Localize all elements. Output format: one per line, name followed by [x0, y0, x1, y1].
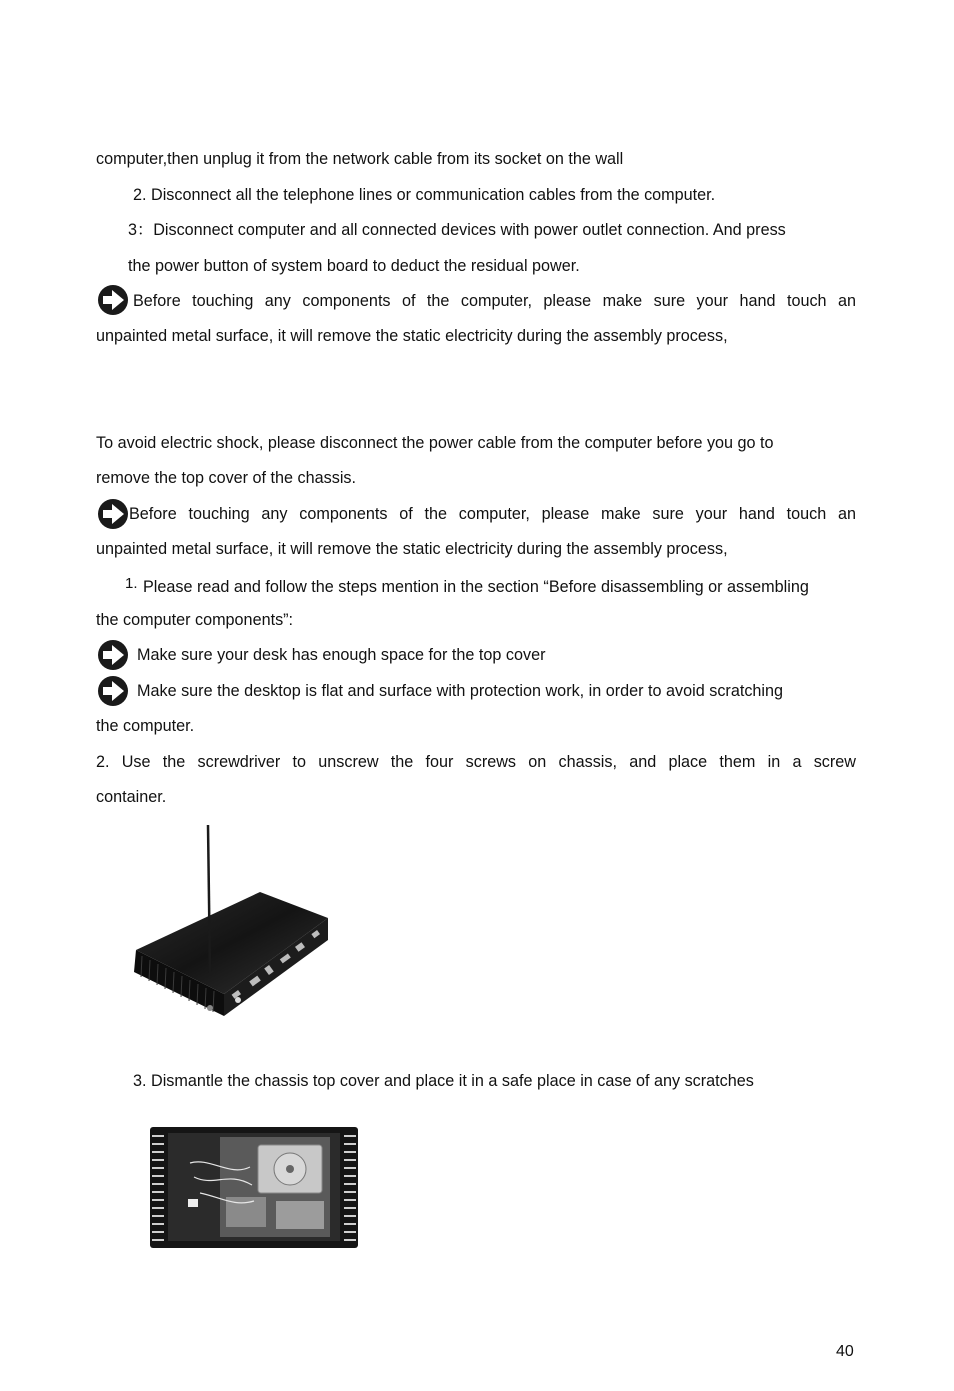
static-note-2: Before touching any components of the computer, please make sure your hand touch an — [129, 505, 856, 523]
step-2-continued: container. — [96, 788, 167, 806]
static-note-1-continued: unpainted metal surface, it will remove the static electricity during the assembly process, — [96, 327, 728, 345]
static-note-2-continued: unpainted metal surface, it will remove the static electricity during the assembly process, — [96, 540, 728, 558]
step-2-unscrew: 2. Use the screwdriver to unscrew the four screws on chassis, and place them in a screw — [96, 753, 856, 771]
step-3-continued: the power button of system board to deduct the residual power. — [128, 257, 580, 275]
chassis-screwdriver-photo — [128, 822, 338, 1022]
static-note-1: Before touching any components of the computer, please make sure your hand touch an — [133, 292, 856, 310]
paragraph-line: computer,then unplug it from the network cable from its socket on the wall — [96, 150, 624, 168]
arrow-right-circle-icon — [97, 675, 129, 707]
step-3-dismantle-cover: 3. Dismantle the chassis top cover and place it in a safe place in case of any scratches — [133, 1072, 754, 1090]
step-3-disconnect-power: 3：Disconnect computer and all connected devices with power outlet connection. And press — [128, 221, 786, 239]
page-number: 40 — [836, 1343, 854, 1360]
open-chassis-photo — [150, 1127, 358, 1248]
bullet-desk-space: Make sure your desk has enough space for the top cover — [137, 646, 546, 664]
step-1-number: 1. — [125, 575, 138, 592]
electric-shock-warning-continued: remove the top cover of the chassis. — [96, 469, 357, 487]
electric-shock-warning: To avoid electric shock, please disconnect the power cable from the computer before you go to — [96, 434, 774, 452]
arrow-right-circle-icon — [97, 639, 129, 671]
step-1-read-section: Please read and follow the steps mention in the section “Before disassembling or assembling — [143, 578, 809, 596]
arrow-right-circle-icon — [97, 284, 129, 316]
step-2-disconnect-lines: 2. Disconnect all the telephone lines or communication cables from the computer. — [133, 186, 716, 204]
bullet-flat-desktop-continued: the computer. — [96, 717, 195, 735]
bullet-flat-desktop: Make sure the desktop is flat and surface with protection work, in order to avoid scratching — [137, 682, 784, 700]
arrow-right-circle-icon — [97, 498, 129, 530]
step-1-continued: the computer components”: — [96, 611, 294, 629]
